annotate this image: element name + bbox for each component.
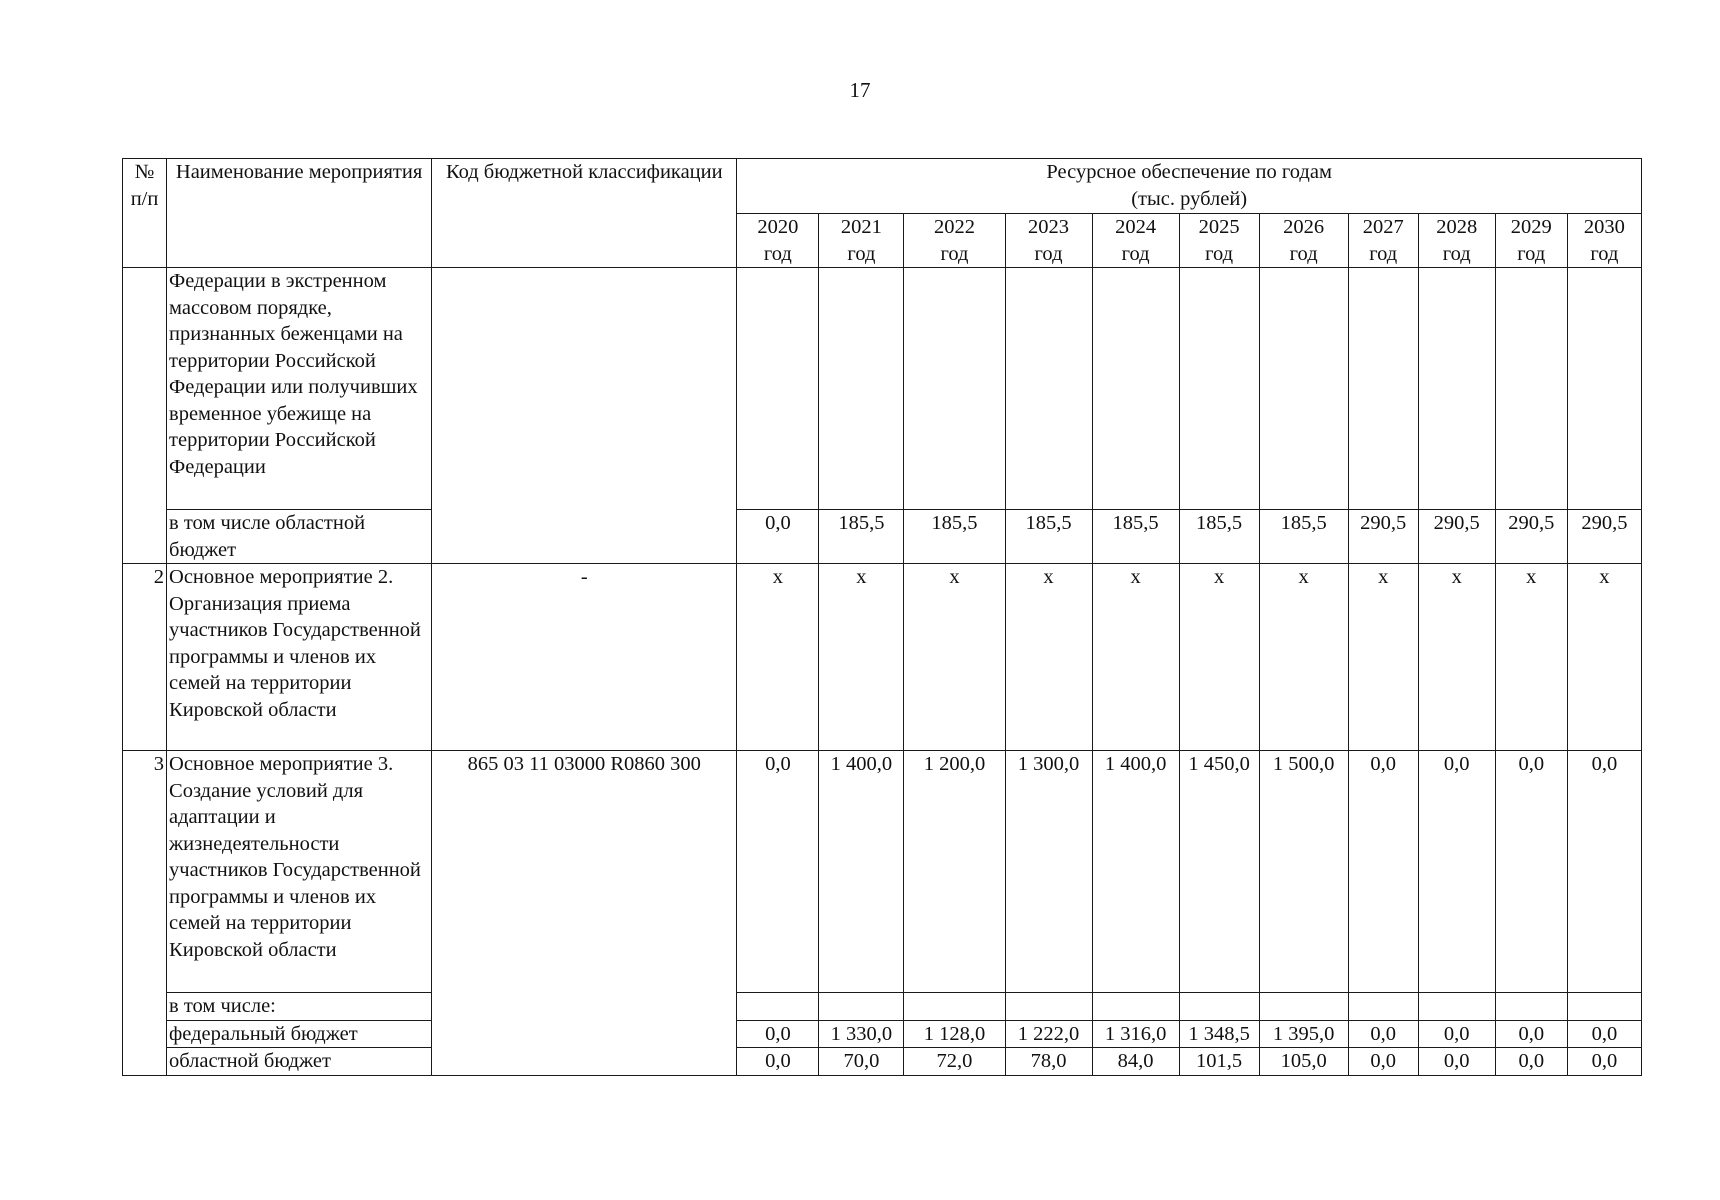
r3-federal-value-4: 1 316,0 [1092, 1020, 1179, 1048]
cont-regional-value-9: 290,5 [1495, 510, 1567, 564]
cont-regional-value-1: 185,5 [819, 510, 904, 564]
cont-event-name: Федерации в экстренном массовом порядке, признанных беженцами на территории Российской Федерации или получивших временное убежище на территории Российской Федерации [167, 268, 432, 510]
r3-value-2: 1 200,0 [904, 751, 1005, 993]
cont-regional-value-0: 0,0 [737, 510, 819, 564]
r2-value-4: х [1092, 564, 1179, 751]
r3-federal-value-8: 0,0 [1418, 1020, 1495, 1048]
r2-value-0: х [737, 564, 819, 751]
r3-federal-value-10: 0,0 [1567, 1020, 1641, 1048]
header-year-4: 2024 год [1092, 214, 1179, 268]
r3-event-name: Основное мероприятие 3. Создание условий для адаптации и жизнедеятельности участников Государственной программы и членов их семей на территории Кировской области [167, 751, 432, 993]
r2-value-9: х [1495, 564, 1567, 751]
r3-including-value-5 [1179, 993, 1259, 1021]
r3-regional-value-3: 78,0 [1005, 1048, 1092, 1076]
r2-value-8: х [1418, 564, 1495, 751]
table-row [123, 510, 1642, 564]
r3-regional-value-9: 0,0 [1495, 1048, 1567, 1076]
r3-including-label: в том числе: [167, 993, 432, 1021]
r3-regional-value-7: 0,0 [1348, 1048, 1418, 1076]
table-row [123, 564, 1642, 751]
header-number: № п/п [123, 159, 167, 268]
r3-federal-value-9: 0,0 [1495, 1020, 1567, 1048]
r3-federal-value-6: 1 395,0 [1259, 1020, 1348, 1048]
table-row [123, 1020, 1642, 1048]
cont-regional-value-4: 185,5 [1092, 510, 1179, 564]
r2-value-3: х [1005, 564, 1092, 751]
header-resources-title: Ресурсное обеспечение по годам [1046, 161, 1332, 183]
r3-including-value-2 [904, 993, 1005, 1021]
table-row [123, 751, 1642, 993]
header-year-5: 2025 год [1179, 214, 1259, 268]
cont-code-cell [432, 268, 737, 510]
r2-value-5: х [1179, 564, 1259, 751]
r3-budget-code: 865 03 11 03000 R0860 300 [432, 751, 737, 1076]
header-year-8: 2028 год [1418, 214, 1495, 268]
header-year-10: 2030 год [1567, 214, 1641, 268]
r3-regional-value-2: 72,0 [904, 1048, 1005, 1076]
r3-value-8: 0,0 [1418, 751, 1495, 993]
r3-federal-value-5: 1 348,5 [1179, 1020, 1259, 1048]
header-resources [737, 159, 1642, 214]
cont-regional-value-2: 185,5 [904, 510, 1005, 564]
r3-federal-value-7: 0,0 [1348, 1020, 1418, 1048]
r2-value-6: х [1259, 564, 1348, 751]
r2-value-1: х [819, 564, 904, 751]
r3-value-5: 1 450,0 [1179, 751, 1259, 993]
header-year-2: 2022 год [904, 214, 1005, 268]
r3-regional-value-6: 105,0 [1259, 1048, 1348, 1076]
header-resources-unit: (тыс. рублей) [1131, 187, 1248, 210]
r3-regional-value-1: 70,0 [819, 1048, 904, 1076]
header-budget-code: Код бюджетной классификации [432, 159, 737, 268]
r2-budget-code: - [432, 564, 737, 751]
r3-federal-value-2: 1 128,0 [904, 1020, 1005, 1048]
r3-including-value-9 [1495, 993, 1567, 1021]
r3-value-6: 1 500,0 [1259, 751, 1348, 993]
r3-value-3: 1 300,0 [1005, 751, 1092, 993]
r2-value-2: х [904, 564, 1005, 751]
header-year-0: 2020 год [737, 214, 819, 268]
cont-number-cell-2 [123, 510, 167, 564]
r3-including-value-3 [1005, 993, 1092, 1021]
cont-regional-value-5: 185,5 [1179, 510, 1259, 564]
r2-number: 2 [123, 564, 167, 751]
r3-including-value-6 [1259, 993, 1348, 1021]
header-year-1: 2021 год [819, 214, 904, 268]
table-row [123, 1048, 1642, 1076]
r3-federal-value-0: 0,0 [737, 1020, 819, 1048]
cont-regional-value-7: 290,5 [1348, 510, 1418, 564]
r2-value-10: х [1567, 564, 1641, 751]
header-year-3: 2023 год [1005, 214, 1092, 268]
r3-number: 3 [123, 751, 167, 1076]
cont-regional-value-10: 290,5 [1567, 510, 1641, 564]
r3-regional-value-0: 0,0 [737, 1048, 819, 1076]
r3-including-value-7 [1348, 993, 1418, 1021]
page-number: 17 [849, 78, 871, 102]
r3-value-0: 0,0 [737, 751, 819, 993]
r3-federal-label: федеральный бюджет [167, 1020, 432, 1048]
r3-including-value-1 [819, 993, 904, 1021]
header-year-7: 2027 год [1348, 214, 1418, 268]
r3-regional-label: областной бюджет [167, 1048, 432, 1076]
r3-value-9: 0,0 [1495, 751, 1567, 993]
budget-table [122, 158, 1642, 1076]
header-year-9: 2029 год [1495, 214, 1567, 268]
r3-regional-value-8: 0,0 [1418, 1048, 1495, 1076]
r3-including-value-8 [1418, 993, 1495, 1021]
r3-including-value-0 [737, 993, 819, 1021]
r3-federal-value-3: 1 222,0 [1005, 1020, 1092, 1048]
r3-value-1: 1 400,0 [819, 751, 904, 993]
header-event-name: Наименование мероприятия [167, 159, 432, 268]
r3-regional-value-4: 84,0 [1092, 1048, 1179, 1076]
cont-regional-value-3: 185,5 [1005, 510, 1092, 564]
cont-number-cell [123, 268, 167, 510]
r3-regional-value-5: 101,5 [1179, 1048, 1259, 1076]
r3-including-value-10 [1567, 993, 1641, 1021]
cont-regional-label: в том числе областной бюджет [167, 510, 432, 564]
r3-value-10: 0,0 [1567, 751, 1641, 993]
cont-code-cell-2 [432, 510, 737, 564]
r3-value-7: 0,0 [1348, 751, 1418, 993]
r3-regional-value-10: 0,0 [1567, 1048, 1641, 1076]
cont-regional-value-8: 290,5 [1418, 510, 1495, 564]
r2-event-name: Основное мероприятие 2. Организация приема участников Государственной программы и членов их семей на территории Кировской области [167, 564, 432, 751]
table-row [123, 993, 1642, 1021]
r3-including-value-4 [1092, 993, 1179, 1021]
r2-value-7: х [1348, 564, 1418, 751]
cont-regional-value-6: 185,5 [1259, 510, 1348, 564]
r3-value-4: 1 400,0 [1092, 751, 1179, 993]
header-year-6: 2026 год [1259, 214, 1348, 268]
r3-federal-value-1: 1 330,0 [819, 1020, 904, 1048]
